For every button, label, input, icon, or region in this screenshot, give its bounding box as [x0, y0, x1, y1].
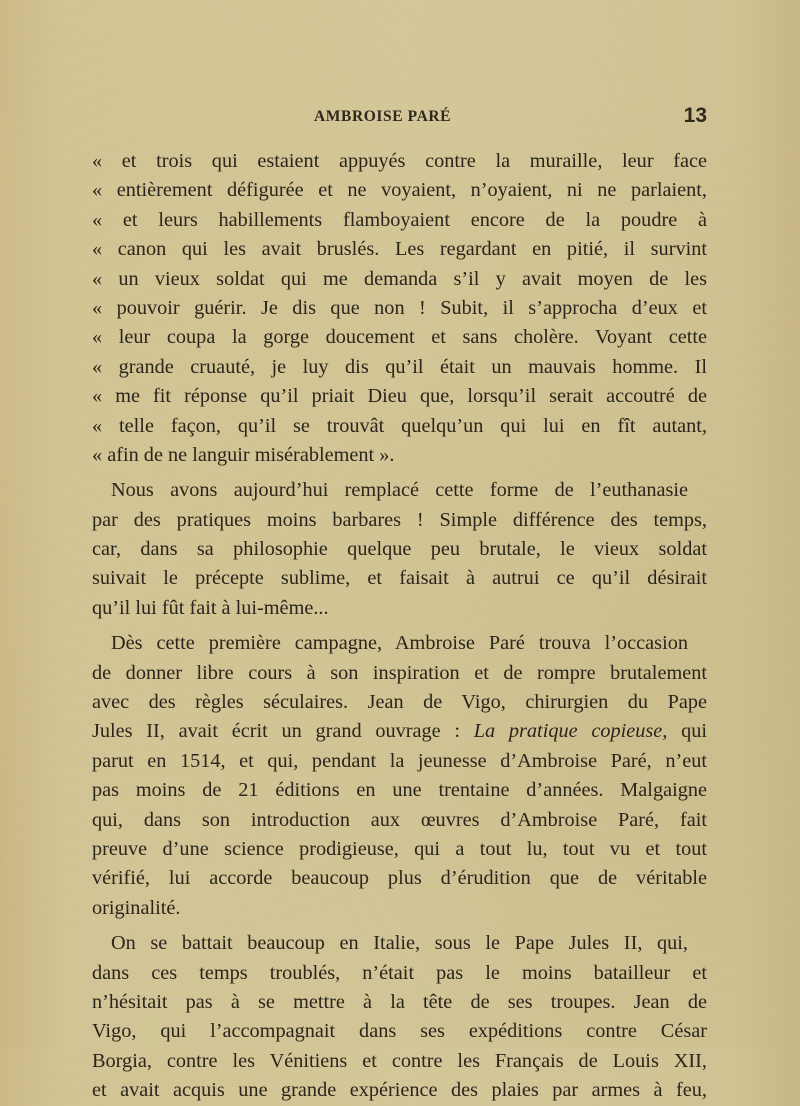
paragraph-line: originalité.: [92, 896, 181, 919]
body-text: [92, 147, 707, 1106]
running-head: [314, 104, 707, 132]
paragraph-line: n’hésitait pas à se mettre à la tête de ses troupes. Jean de: [92, 990, 707, 1013]
paragraph-line: parut en 1514, et qui, pendant la jeunesse d’Ambroise Paré, n’eut: [92, 749, 707, 772]
book-title-italic: La pratique copieuse,: [473, 720, 668, 743]
quote-line: « grande cruauté, je luy dis qu’il était un mauvais homme. Il: [92, 355, 707, 378]
paragraph-line: vérifié, lui accorde beaucoup plus d’érudition que de véritable: [92, 867, 707, 890]
quote-line: « un vieux soldat qui me demanda s’il y avait moyen de les: [92, 267, 707, 290]
quote-line: « entièrement défigurée et ne voyaient, n’oyaient, ni ne parlaient,: [92, 179, 707, 202]
paragraph-line: qui, dans son introduction aux œuvres d’Ambroise Paré, fait: [92, 808, 707, 831]
paragraph-line: de donner libre cours à son inspiration et de rompre brutalement: [92, 661, 707, 684]
paragraph-line: et avait acquis une grande expérience des plaies par armes à feu,: [92, 1079, 707, 1102]
quote-line: « pouvoir guérir. Je dis que non ! Subit, il s’approcha d’eux et: [92, 296, 707, 319]
quote-line: « me fit réponse qu’il priait Dieu que, lorsqu’il serait accoutré de: [92, 385, 707, 408]
quote-line: « telle façon, qu’il se trouvât quelqu’un qui lui en fît autant,: [92, 414, 707, 437]
quote-line: « et leurs habillements flamboyaient encore de la poudre à: [92, 208, 707, 231]
paragraph-line: Vigo, qui l’accompagnait dans ses expéditions contre César: [92, 1020, 707, 1043]
paragraph-line-with-title: Jules II, avait écrit un grand ouvrage : La pratique copieuse, qui: [92, 720, 707, 743]
paragraph-line: car, dans sa philosophie quelque peu brutale, le vieux soldat: [92, 538, 707, 561]
paragraph-line: pas moins de 21 éditions en une trentaine d’années. Malgaigne: [92, 779, 707, 802]
paragraph-line: par des pratiques moins barbares ! Simple différence des temps,: [92, 508, 707, 531]
paragraph-line: suivait le précepte sublime, et faisait à autrui ce qu’il désirait: [92, 567, 707, 590]
paragraph-line: dans ces temps troublés, n’était pas le moins batailleur et: [92, 961, 707, 984]
paragraph-line: Borgia, contre les Vénitiens et contre les Français de Louis XII,: [92, 1049, 707, 1072]
quote-line: « afin de ne languir misérablement ».: [92, 443, 395, 466]
paragraph-line: preuve d’une science prodigieuse, qui a tout lu, tout vu et tout: [92, 837, 707, 860]
paragraph-line: On se battait beaucoup en Italie, sous le Pape Jules II, qui,: [111, 932, 688, 955]
paragraph-line: avec des règles séculaires. Jean de Vigo, chirurgien du Pape: [92, 691, 707, 714]
paragraph-line: Dès cette première campagne, Ambroise Paré trouva l’occasion: [111, 632, 688, 655]
paragraph-line: qu’il lui fût fait à lui-même...: [92, 596, 329, 619]
quote-line: « leur coupa la gorge doucement et sans cholère. Voyant cette: [92, 326, 707, 349]
quotation: [92, 147, 707, 470]
paragraph-euthanasia: [92, 476, 707, 623]
paragraph-first-campaign: [92, 629, 707, 923]
page-number: 13: [683, 104, 707, 127]
quote-line: « et trois qui estaient appuyés contre la muraille, leur face: [92, 150, 707, 172]
paragraph-italy: [92, 929, 707, 1105]
quote-line: « canon qui les avait bruslés. Les regardant en pitié, il survint: [92, 238, 707, 261]
paragraph-line: Nous avons aujourd’hui remplacé cette forme de l’euthanasie: [111, 479, 688, 502]
running-title: AMBROISE PARÉ: [314, 108, 452, 125]
